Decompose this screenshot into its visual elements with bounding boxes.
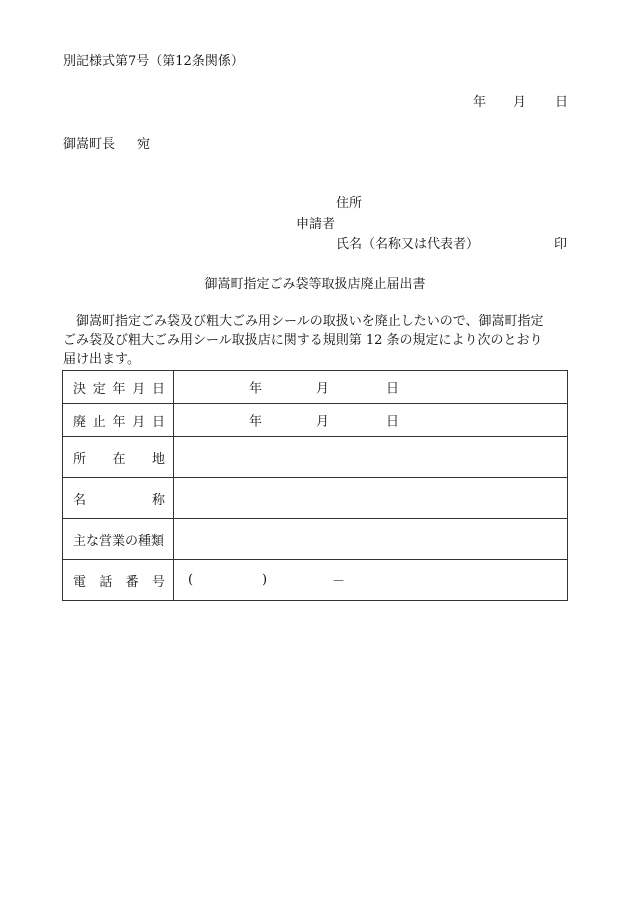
phone-value[interactable] <box>174 560 568 601</box>
decision-day: 日 <box>386 381 400 397</box>
label-char: 定 <box>92 381 106 397</box>
label-char: 番 <box>125 574 139 590</box>
location-label <box>63 437 174 478</box>
applicant-name-label: 氏名（名称又は代表者） <box>336 237 480 252</box>
label-char: 年 <box>112 381 126 397</box>
location-value[interactable] <box>174 437 568 478</box>
label-char: 決 <box>73 381 87 397</box>
business-type-label: 主な営業の種類 <box>63 519 174 560</box>
abolition-month: 月 <box>316 414 330 430</box>
applicant-label: 申請者 <box>296 217 336 232</box>
label-char: 話 <box>99 574 113 590</box>
table-row-decision-date <box>63 371 568 404</box>
label-char: 在 <box>112 451 126 467</box>
label-char: 日 <box>151 414 165 430</box>
name-value[interactable] <box>174 478 568 519</box>
address-label: 住所 <box>336 196 363 211</box>
label-char: 日 <box>151 381 165 397</box>
label-char: 地 <box>151 451 165 467</box>
date-year: 年 <box>473 95 487 110</box>
phone-dash: － <box>332 574 346 590</box>
seal-mark: 印 <box>554 237 568 252</box>
label-char: 止 <box>92 414 106 430</box>
abolition-day: 日 <box>386 414 400 430</box>
decision-month: 月 <box>316 381 330 397</box>
label-char: 所 <box>73 451 87 467</box>
phone-open-paren: ( <box>188 572 194 588</box>
table-row-phone <box>63 560 568 601</box>
body-text <box>63 312 573 369</box>
date-month: 月 <box>513 95 527 110</box>
name-label <box>63 478 174 519</box>
form-table <box>62 370 568 601</box>
label-char: 電 <box>73 574 87 590</box>
abolition-date-label <box>63 404 174 437</box>
phone-label <box>63 560 174 601</box>
phone-close-paren: ) <box>262 572 268 588</box>
date-day: 日 <box>555 95 569 110</box>
label-char: 月 <box>132 414 146 430</box>
abolition-year: 年 <box>249 414 263 430</box>
label-char: 号 <box>151 574 165 590</box>
table-row-location <box>63 437 568 478</box>
decision-year: 年 <box>249 381 263 397</box>
label-char: 年 <box>112 414 126 430</box>
addressee-name: 御嵩町長 <box>63 137 116 152</box>
body-line-2: ごみ袋及び粗大ごみ用シール取扱店に関する規則第 12 条の規定により次のとおり <box>63 333 543 348</box>
table-row-business-type <box>63 519 568 560</box>
body-line-1: 御嵩町指定ごみ袋及び粗大ごみ用シールの取扱いを廃止したいので、御嵩町指定 <box>63 314 544 329</box>
addressee-suffix: 宛 <box>137 137 151 152</box>
document-title: 御嵩町指定ごみ袋等取扱店廃止届出書 <box>204 277 426 292</box>
table-row-name <box>63 478 568 519</box>
label-char: 称 <box>151 492 165 508</box>
label-char: 名 <box>73 492 87 508</box>
label-char: 廃 <box>73 414 87 430</box>
table-row-abolition-date <box>63 404 568 437</box>
form-number: 別記様式第7号（第12条関係） <box>63 54 244 69</box>
abolition-date-value[interactable] <box>174 404 568 437</box>
business-type-value[interactable] <box>174 519 568 560</box>
decision-date-value[interactable] <box>174 371 568 404</box>
body-line-3: 届け出ます。 <box>63 352 140 367</box>
label-char: 月 <box>132 381 146 397</box>
decision-date-label <box>63 371 174 404</box>
addressee <box>63 133 150 152</box>
